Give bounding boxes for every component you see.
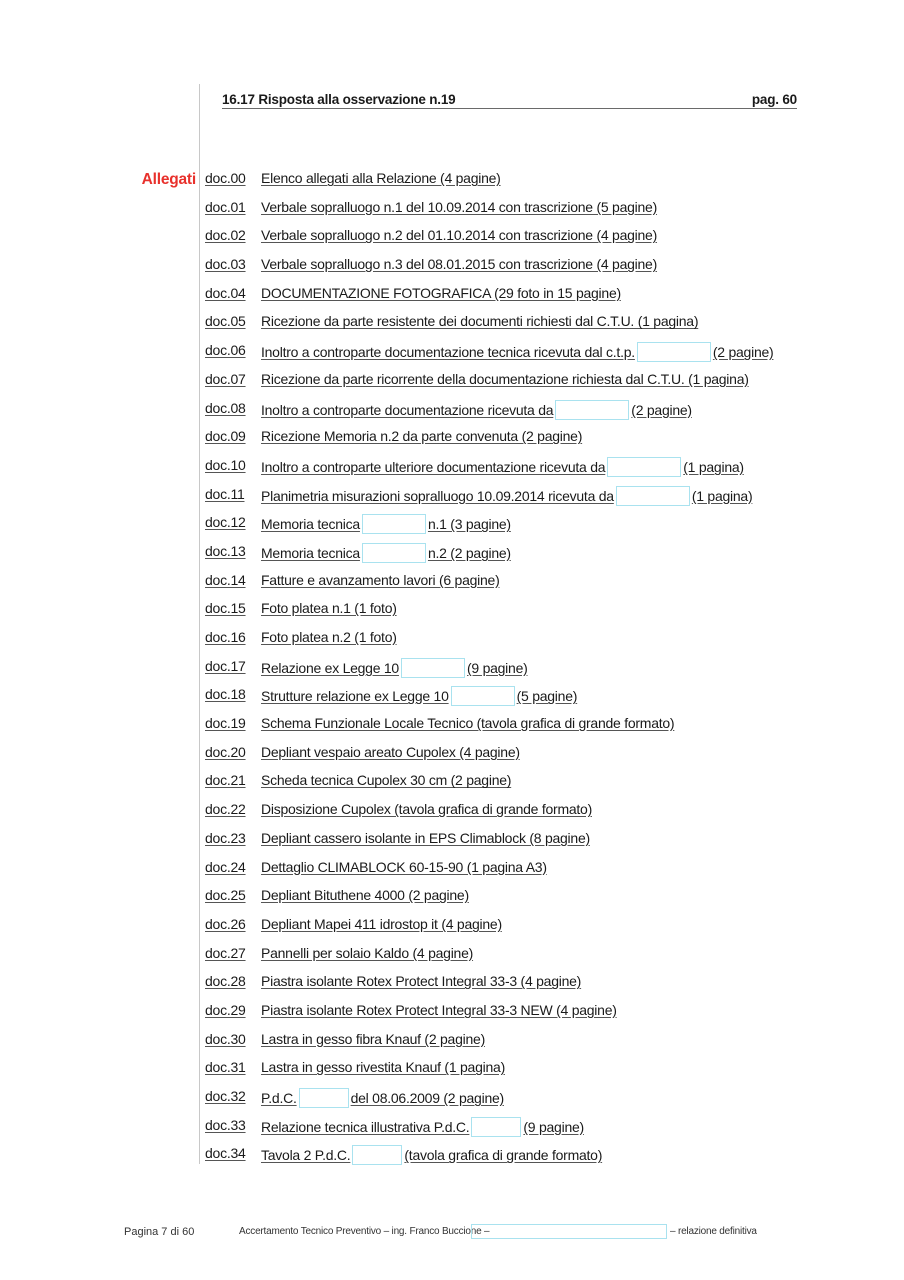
document-description: [261, 801, 592, 817]
document-code: doc.05: [205, 313, 246, 330]
description-text: DOCUMENTAZIONE FOTOGRAFICA (29 foto in 15 pagine): [261, 284, 621, 301]
list-item: [205, 1117, 825, 1146]
description-text: Foto platea n.2 (1 foto): [261, 629, 397, 645]
document-description: [261, 686, 577, 706]
document-code: doc.09: [205, 428, 246, 445]
description-text: Tavola 2 P.d.C.: [261, 1147, 351, 1164]
list-item: [205, 457, 825, 486]
redaction-box: [451, 686, 515, 706]
allegati-label: Allegati: [141, 171, 196, 188]
document-code: doc.31: [205, 1059, 246, 1076]
description-text: (1 pagina): [691, 487, 753, 504]
description-text: n.2 (2 pagine): [427, 544, 511, 561]
description-text: Memoria tecnica: [261, 516, 360, 533]
list-item: [205, 543, 825, 572]
document-description: [261, 887, 469, 903]
document-description: [261, 514, 511, 534]
document-code: doc.30: [205, 1030, 246, 1047]
list-item: [205, 1031, 825, 1060]
list-item: [205, 744, 825, 773]
list-item: [205, 428, 825, 457]
document-code: doc.32: [205, 1088, 246, 1104]
description-text: Inoltro a controparte ulteriore documentazione ricevuta da: [261, 458, 606, 475]
description-text: Ricezione da parte ricorrente della documentazione richiesta dal C.T.U. (1 pagina): [261, 370, 749, 387]
margin-rule: [199, 84, 200, 1164]
document-description: [261, 1088, 504, 1108]
description-text: del 08.06.2009 (2 pagine): [350, 1090, 504, 1106]
redaction-box: [637, 342, 711, 362]
description-text: Inoltro a controparte documentazione tecnica ricevuta dal c.t.p.: [261, 344, 635, 361]
document-description: [261, 428, 582, 444]
document-code: doc.14: [205, 571, 246, 588]
document-description: [261, 1145, 602, 1165]
section-title: 16.17 Risposta alla osservazione n.19: [222, 92, 456, 107]
description-text: Dettaglio CLIMABLOCK 60-15-90 (1 pagina A3): [261, 858, 547, 875]
description-text: Inoltro a controparte documentazione ricevuta da: [261, 401, 554, 418]
description-text: Lastra in gesso rivestita Knauf (1 pagina): [261, 1059, 505, 1076]
description-text: (2 pagine): [631, 401, 692, 418]
document-code: doc.04: [205, 284, 246, 301]
document-code: doc.12: [205, 514, 246, 531]
document-code: doc.26: [205, 915, 246, 932]
document-code: doc.17: [205, 657, 246, 674]
document-description: [261, 400, 692, 420]
document-description: [261, 256, 657, 272]
description-text: Piastra isolante Rotex Protect Integral 33-3 (4 pagine): [261, 973, 582, 990]
description-text: Depliant cassero isolante in EPS Climablock (8 pagine): [261, 829, 590, 846]
list-item: [205, 801, 825, 830]
document-description: [261, 285, 621, 301]
document-code: doc.34: [205, 1145, 246, 1162]
document-description: [261, 658, 528, 678]
redaction-box: [401, 658, 465, 678]
page-footer: [0, 1225, 904, 1241]
list-item: [205, 715, 825, 744]
list-item: [205, 1088, 825, 1117]
list-item: [205, 686, 825, 715]
document-code: doc.27: [205, 944, 246, 961]
document-code: doc.20: [205, 743, 246, 760]
description-text: Schema Funzionale Locale Tecnico (tavola grafica di grande formato): [261, 715, 675, 732]
list-item: [205, 199, 825, 228]
document-description: [261, 859, 547, 875]
list-item: [205, 486, 825, 515]
redaction-box: [299, 1088, 349, 1108]
document-code: doc.28: [205, 973, 246, 990]
description-text: Strutture relazione ex Legge 10: [261, 688, 449, 705]
document-code: doc.29: [205, 1001, 246, 1018]
description-text: Depliant Mapei 411 idrostop it (4 pagine): [261, 915, 502, 932]
list-item: [205, 830, 825, 859]
list-item: [205, 629, 825, 658]
description-text: Planimetria misurazioni sopralluogo 10.09.2014 ricevuta da: [261, 487, 614, 504]
document-description: [261, 486, 752, 506]
list-item: [205, 1002, 825, 1031]
document-code: doc.23: [205, 829, 246, 846]
redaction-box: [362, 514, 426, 534]
document-code: doc.33: [205, 1116, 246, 1133]
document-description: [261, 1059, 505, 1075]
redaction-box: [616, 486, 690, 506]
document-code: doc.11: [205, 485, 245, 502]
document-code: doc.18: [205, 686, 246, 703]
list-item: [205, 887, 825, 916]
description-text: Ricezione da parte resistente dei documenti richiesti dal C.T.U. (1 pagina): [261, 313, 699, 330]
document-code: doc.13: [205, 542, 246, 559]
document-description: [261, 1117, 584, 1137]
page-header: [222, 92, 797, 109]
document-description: [261, 772, 511, 788]
document-description: [261, 1031, 485, 1047]
list-item: [205, 945, 825, 974]
list-item: [205, 916, 825, 945]
list-item: [205, 1145, 825, 1174]
document-description: [261, 543, 511, 563]
list-item: [205, 313, 825, 342]
list-item: [205, 600, 825, 629]
document-code: doc.24: [205, 858, 246, 875]
list-item: [205, 342, 825, 371]
description-text: Depliant vespaio areato Cupolex (4 pagine): [261, 743, 520, 760]
description-text: Piastra isolante Rotex Protect Integral 33-3 NEW (4 pagine): [261, 1001, 617, 1018]
description-text: Disposizione Cupolex (tavola grafica di grande formato): [261, 801, 592, 818]
document-description: [261, 973, 581, 989]
document-code: doc.16: [205, 629, 246, 645]
description-text: n.1 (3 pagine): [427, 516, 511, 533]
document-code: doc.10: [205, 456, 246, 473]
description-text: Verbale sopralluogo n.2 del 01.10.2014 con trascrizione (4 pagine): [261, 227, 658, 244]
document-description: [261, 715, 674, 731]
list-item: [205, 772, 825, 801]
redaction-box: [362, 543, 426, 563]
description-text: Ricezione Memoria n.2 da parte convenuta (2 pagine): [261, 428, 583, 445]
document-description: [261, 199, 657, 215]
description-text: Depliant Bituthene 4000 (2 pagine): [261, 887, 469, 904]
document-description: [261, 1002, 617, 1018]
description-text: (9 pagine): [523, 1118, 584, 1135]
list-item: [205, 973, 825, 1002]
description-text: Relazione ex Legge 10: [261, 659, 399, 676]
list-item: [205, 227, 825, 256]
footer-redaction-box: [471, 1224, 667, 1239]
document-code: doc.06: [205, 342, 246, 359]
document-code: doc.25: [205, 887, 246, 904]
description-text: Verbale sopralluogo n.1 del 10.09.2014 con trascrizione (5 pagine): [261, 198, 658, 215]
description-text: (9 pagine): [466, 659, 528, 676]
description-text: Fatture e avanzamento lavori (6 pagine): [261, 571, 500, 588]
list-item: [205, 285, 825, 314]
document-description: [261, 371, 749, 387]
document-code: doc.01: [205, 198, 246, 215]
document-description: [261, 170, 501, 186]
attachments-list: [205, 170, 825, 1174]
description-text: Lastra in gesso fibra Knauf (2 pagine): [261, 1030, 485, 1047]
list-item: [205, 514, 825, 543]
document-code: doc.21: [205, 772, 246, 789]
list-item: [205, 371, 825, 400]
description-text: Foto platea n.1 (1 foto): [261, 600, 397, 617]
document-description: [261, 600, 397, 616]
redaction-box: [607, 457, 681, 477]
page-reference: pag. 60: [751, 92, 797, 107]
description-text: Memoria tecnica: [261, 544, 360, 561]
footer-suffix: – relazione definitiva: [670, 1226, 757, 1237]
redaction-box: [471, 1117, 521, 1137]
document-code: doc.07: [205, 370, 246, 387]
document-description: [261, 830, 590, 846]
list-item: [205, 859, 825, 888]
redaction-box: [352, 1145, 402, 1165]
list-item: [205, 400, 825, 429]
document-description: [261, 227, 657, 243]
list-item: [205, 572, 825, 601]
document-description: [261, 457, 744, 477]
description-text: Scheda tecnica Cupolex 30 cm (2 pagine): [261, 772, 512, 789]
document-code: doc.08: [205, 399, 246, 416]
redaction-box: [555, 400, 629, 420]
document-code: doc.00: [205, 170, 246, 186]
document-code: doc.15: [205, 600, 246, 617]
list-item: [205, 256, 825, 285]
list-item: [205, 658, 825, 687]
footer-page-number: Pagina 7 di 60: [124, 1226, 195, 1238]
document-code: doc.22: [205, 801, 246, 818]
list-item: [205, 170, 825, 199]
document-description: [261, 744, 520, 760]
footer-text: Accertamento Tecnico Preventivo – ing. Franco Buccione –: [239, 1226, 490, 1237]
document-code: doc.02: [205, 227, 246, 244]
document-description: [261, 342, 773, 362]
document-description: [261, 629, 397, 645]
document-description: [261, 572, 500, 588]
description-text: (tavola grafica di grande formato): [404, 1147, 603, 1164]
document-description: [261, 916, 502, 932]
description-text: (5 pagine): [516, 688, 578, 705]
description-text: Verbale sopralluogo n.3 del 08.01.2015 con trascrizione (4 pagine): [261, 256, 658, 273]
document-description: [261, 313, 698, 329]
list-item: [205, 1059, 825, 1088]
document-code: doc.19: [205, 715, 246, 732]
document-description: [261, 945, 473, 961]
document-code: doc.03: [205, 256, 246, 273]
description-text: Relazione tecnica illustrativa P.d.C.: [261, 1118, 470, 1135]
description-text: (1 pagina): [683, 458, 744, 475]
description-text: P.d.C.: [261, 1090, 297, 1106]
description-text: Pannelli per solaio Kaldo (4 pagine): [261, 944, 474, 961]
description-text: Elenco allegati alla Relazione (4 pagine): [261, 170, 501, 186]
description-text: (2 pagine): [712, 344, 774, 361]
